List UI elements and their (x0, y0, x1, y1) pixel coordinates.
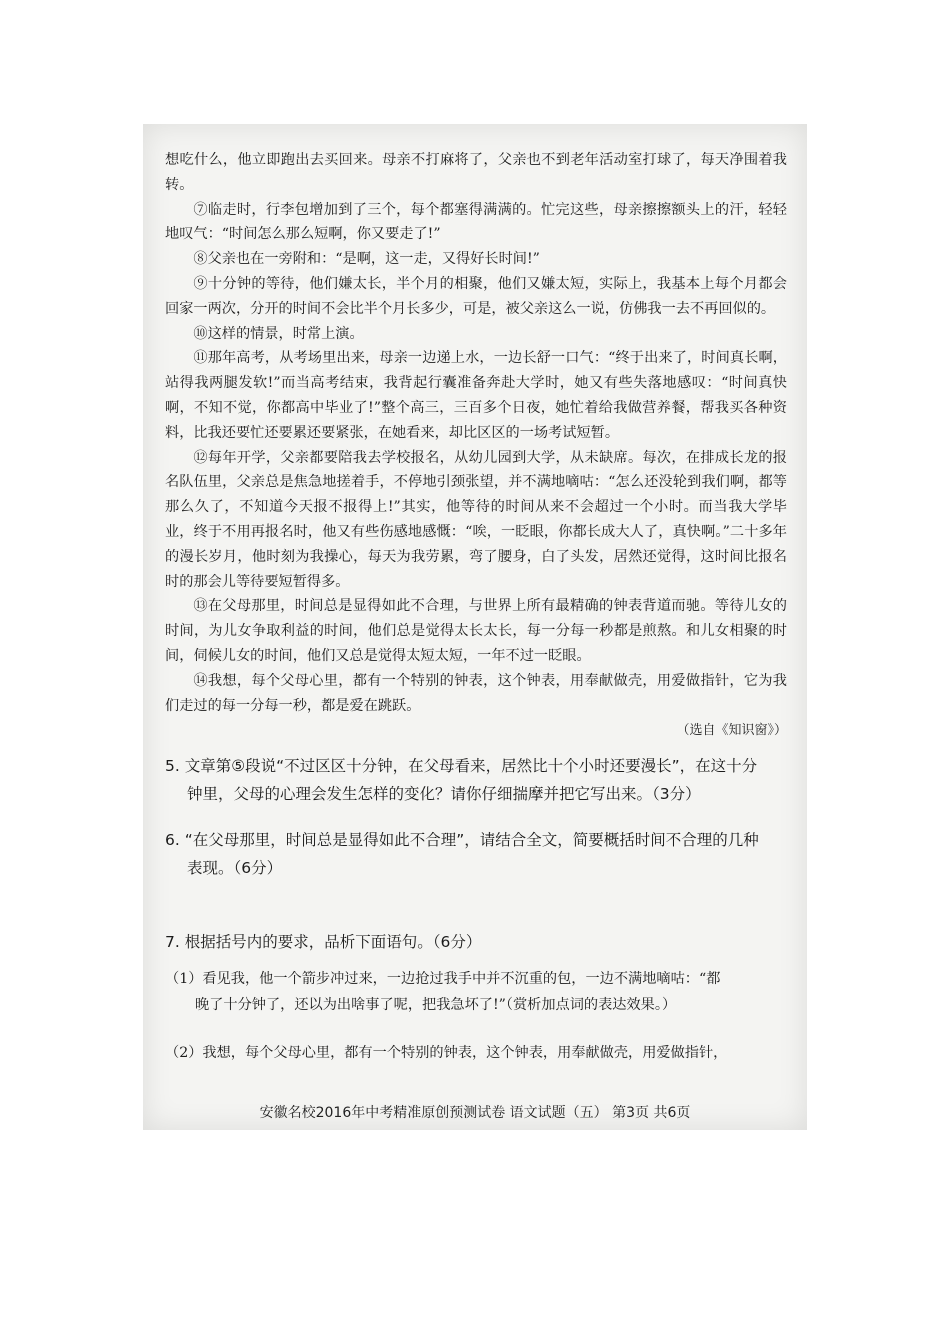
question-5-line-1: 5. 文章第⑤段说“不过区区十分钟，在父母看来，居然比十个小时还要漫长”，在这十分 (165, 757, 758, 776)
question-7-2-line-1: （2）我想，每个父母心里，都有一个特别的钟表，这个钟表，用奉献做壳，用爱做指针， (165, 1045, 728, 1062)
question-5 (165, 752, 787, 808)
question-6-line-2: 表现。（6分） (187, 859, 283, 878)
question-6-line-1: 6. “在父母那里，时间总是显得如此不合理”，请结合全文，简要概括时间不合理的几种 (165, 831, 759, 850)
exam-page-photo (143, 124, 807, 1130)
question-7-2 (165, 1040, 787, 1066)
passage-paragraph-8: ⑧父亲也在一旁附和：“是啊，这一走，又得好长时间!” (193, 251, 540, 268)
question-7-1 (165, 966, 787, 1018)
passage-paragraph-9: ⑨十分钟的等待，他们嫌太长，半个月的相聚，他们又嫌太短，实际上，我基本上每个月都会回家一两次，分开的时间不会比半个月长多少，可是，被父亲这么一说，仿佛我一去不再回似的。 (165, 275, 787, 317)
question-7-1-line-2: 晚了十分钟了，还以为出啥事了呢，把我急坏了!”（赏析加点词的表达效果。） (195, 997, 677, 1014)
question-6 (165, 826, 787, 882)
page-footer: 安徽名校2016年中考精准原创预测试卷 语文试题（五） 第3页 共6页 (259, 1105, 691, 1121)
exam-content (165, 148, 787, 1066)
passage-source: （选自《知识窗》） (676, 723, 787, 739)
question-7 (165, 928, 787, 956)
passage-paragraph-10: ⑩这样的情景，时常上演。 (193, 325, 364, 342)
passage-paragraph-continued: 想吃什么，他立即跑出去买回来。母亲不打麻将了，父亲也不到老年活动室打球了，每天净围着我转。 (165, 152, 787, 193)
passage-paragraph-13: ⑬在父母那里，时间总是显得如此不合理，与世界上所有最精确的钟表背道而驰。等待儿女的时间，为儿女争取利益的时间，他们总是觉得太长太长，每一分每一秒都是煎熬。和儿女相聚的时间，伺候儿女的时间，他们又总是觉得太短太短，一年不过一眨眼。 (165, 598, 787, 664)
question-7-1-line-1: （1）看见我，他一个箭步冲过来，一边抢过我手中并不沉重的包，一边不满地嘀咕：“都 (165, 971, 721, 988)
passage-paragraph-11: ⑪那年高考，从考场里出来，母亲一边递上水，一边长舒一口气：“终于出来了，时间真长啊，站得我两腿发软!”而当高考结束，我背起行囊准备奔赴大学时，她又有些失落地感叹：“时间真快啊，不知不觉，你都高中毕业了!”整个高三，三百多个日夜，她忙着给我做营养餐，帮我买各种资料，比我还要忙还要累还要紧张，在她看来，却比区区的一场考试短暂。 (165, 350, 787, 441)
passage-paragraph-7: ⑦临走时，行李包增加到了三个，每个都塞得满满的。忙完这些，母亲擦擦额头上的汗，轻轻地叹气：“时间怎么那么短啊，你又要走了!” (165, 201, 787, 243)
question-5-line-2: 钟里，父母的心理会发生怎样的变化？请你仔细揣摩并把它写出来。（3分） (187, 785, 701, 804)
passage-paragraph-12: ⑫每年开学，父亲都要陪我去学校报名，从幼儿园到大学，从未缺席。每次，在排成长龙的报名队伍里，父亲总是焦急地搓着手，不停地引颈张望，并不满地嘀咕：“怎么还没轮到我们啊，都等那么久了，不知道今天报不报得上!”其实，他等待的时间从来不会超过一个小时。而当我大学毕业，终于不用再报名时，他又有些伤感地感慨：“唉，一眨眼，你都长成大人了，真快啊。”二十多年的漫长岁月，他时刻为我操心，每天为我劳累，弯了腰身，白了头发，居然还觉得，这时间比报名时的那会儿等待要短暂得多。 (165, 449, 787, 590)
question-7-stem: 7. 根据括号内的要求，品析下面语句。（6分） (165, 933, 482, 952)
passage-paragraph-14: ⑭我想，每个父母心里，都有一个特别的钟表，这个钟表，用奉献做壳，用爱做指针，它为我们走过的每一分每一秒，都是爱在跳跃。 (165, 672, 787, 714)
